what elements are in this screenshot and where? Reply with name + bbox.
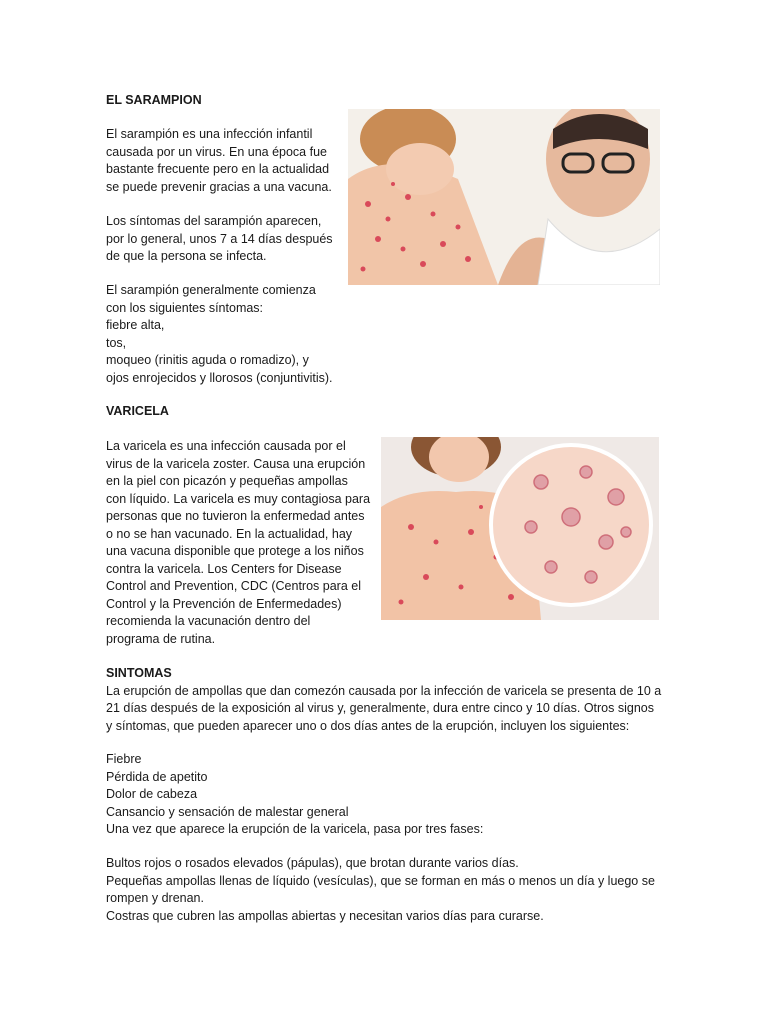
heading-sarampion: EL SARAMPION bbox=[106, 93, 202, 107]
sarampion-line: de que la persona se infecta. bbox=[106, 249, 267, 263]
varicela-line: virus de la varicela zoster. Causa una erupción bbox=[106, 456, 366, 471]
varicela-line: personas que no tuvieron la enfermedad antes bbox=[106, 509, 365, 523]
varicela-line: Control and Prevention, CDC (Centros para el bbox=[106, 579, 361, 593]
sintomas-line: 21 días después de la exposición al virus y, generalmente, dura entre cinco y 10 días. Otros signos bbox=[106, 701, 654, 715]
sintomas-line: La erupción de ampollas que dan comezón causada por la infección de varicela se presenta de 10 a bbox=[106, 683, 662, 698]
sarampion-line: ojos enrojecidos y llorosos (conjuntivitis). bbox=[106, 370, 333, 385]
sarampion-line: Los síntomas del sarampión aparecen, bbox=[106, 214, 322, 228]
varicela-line: o no se han vacunado. En la actualidad, hay bbox=[106, 526, 353, 541]
heading-varicela: VARICELA bbox=[106, 404, 169, 418]
symptom-item: Dolor de cabeza bbox=[106, 787, 198, 801]
varicela-line: contra la varicela. Los Centers for Disease bbox=[106, 561, 342, 576]
sarampion-line: por lo general, unos 7 a 14 días después bbox=[106, 231, 333, 246]
varicela-line: recomienda la vacunación dentro del bbox=[106, 614, 311, 628]
symptom-item: Pérdida de apetito bbox=[106, 769, 208, 784]
symptom-item: Una vez que aparece la erupción de la varicela, pasa por tres fases: bbox=[106, 822, 484, 836]
sarampion-line: fiebre alta, bbox=[106, 318, 165, 332]
phase-line: Pequeñas ampollas llenas de líquido (vesículas), que se forman en más o menos un día y luego se bbox=[106, 873, 655, 888]
varicela-line: Control y la Prevención de Enfermedades) bbox=[106, 596, 342, 611]
varicela-line: programa de rutina. bbox=[106, 631, 216, 646]
varicela-line: una vacuna disponible que protege a los niños bbox=[106, 544, 364, 558]
sarampion-line: bastante frecuente pero en la actualidad bbox=[106, 162, 330, 176]
symptom-item: Fiebre bbox=[106, 752, 142, 766]
sarampion-line: con los siguientes síntomas: bbox=[106, 300, 264, 315]
sarampion-line: El sarampión generalmente comienza bbox=[106, 283, 316, 297]
varicela-line: en la piel con picazón y pequeñas ampollas bbox=[106, 474, 348, 488]
phase-line: Bultos rojos o rosados elevados (pápulas), que brotan durante varios días. bbox=[106, 856, 519, 870]
sarampion-line: moqueo (rinitis aguda o romadizo), y bbox=[106, 353, 309, 367]
sarampion-line: causada por un virus. En una época fue bbox=[106, 144, 327, 159]
varicela-line: con líquido. La varicela es muy contagiosa para bbox=[106, 491, 371, 506]
sarampion-line: El sarampión es una infección infantil bbox=[106, 127, 313, 141]
sarampion-line: se puede prevenir gracias a una vacuna. bbox=[106, 179, 332, 194]
chickenpox-photo bbox=[381, 437, 659, 620]
phase-line: Costras que cubren las ampollas abiertas y necesitan varios días para curarse. bbox=[106, 908, 544, 923]
symptom-item: Cansancio y sensación de malestar general bbox=[106, 804, 349, 819]
phase-line: rompen y drenan. bbox=[106, 891, 204, 905]
varicela-line: La varicela es una infección causada por el bbox=[106, 439, 346, 453]
sarampion-line: tos, bbox=[106, 335, 127, 350]
heading-sintomas: SINTOMAS bbox=[106, 666, 172, 680]
measles-photo bbox=[348, 109, 660, 285]
sintomas-line: y síntomas, que pueden aparecer uno o dos días antes de la erupción, incluyen los siguientes: bbox=[106, 718, 630, 733]
